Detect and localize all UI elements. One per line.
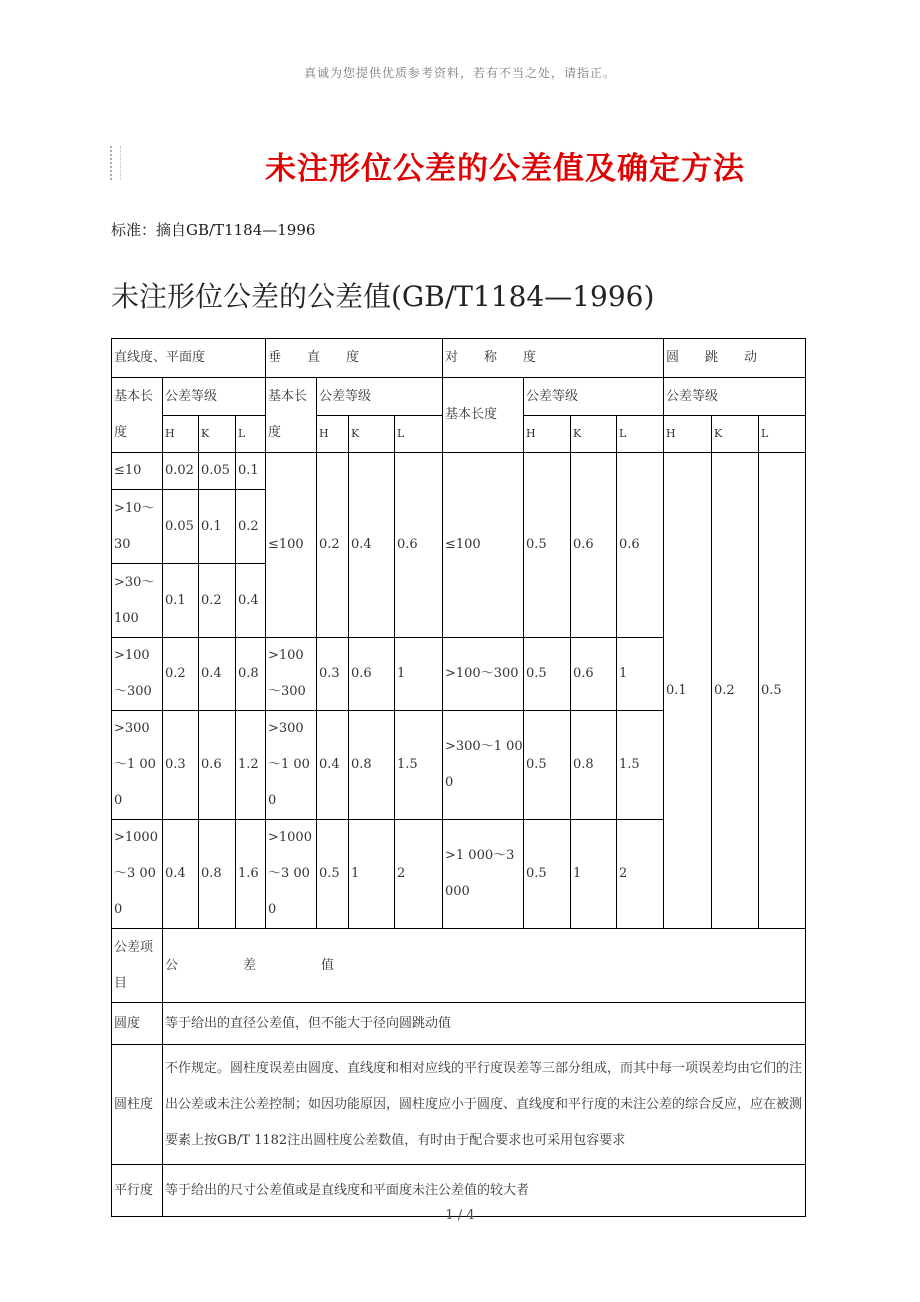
flat-range: >30～100 <box>112 564 163 638</box>
sym-range: >100～300 <box>443 638 524 711</box>
flat-k-value: 0.2 <box>199 564 236 638</box>
grade-header: 公差等级 <box>664 378 806 416</box>
grade-h: H <box>163 416 199 453</box>
grade-l: L <box>395 416 443 453</box>
sym-l-value: 1 <box>617 638 664 711</box>
item-name: 圆柱度 <box>112 1045 163 1165</box>
flat-range: ≤10 <box>112 453 163 490</box>
flat-h-value: 0.2 <box>163 638 199 711</box>
flat-h-value: 0.4 <box>163 820 199 929</box>
grade-l: L <box>759 416 806 453</box>
grade-k: K <box>349 416 395 453</box>
sym-k-value: 0.8 <box>571 711 617 820</box>
item-description: 等于给出的直径公差值，但不能大于径向圆跳动值 <box>163 1003 806 1045</box>
flat-h-value: 0.3 <box>163 711 199 820</box>
flat-range: >1000～3 000 <box>112 820 163 929</box>
perp-h-value: 0.5 <box>317 820 349 929</box>
group-header-perpendicularity: 垂 直 度 <box>266 339 443 378</box>
grade-h: H <box>664 416 712 453</box>
header-note: 真诚为您提供优质参考资料，若有不当之处，请指正。 <box>303 66 616 80</box>
perp-k-value: 0.4 <box>349 453 395 638</box>
perp-k-value: 0.8 <box>349 711 395 820</box>
item-name: 平行度 <box>112 1165 163 1217</box>
grade-l: L <box>236 416 266 453</box>
sym-k-value: 0.6 <box>571 638 617 711</box>
grade-k: K <box>199 416 236 453</box>
sym-range: >300～1 000 <box>443 711 524 820</box>
perp-h-value: 0.2 <box>317 453 349 638</box>
runout-l-value: 0.5 <box>759 453 806 929</box>
perp-k-value: 0.6 <box>349 638 395 711</box>
runout-k-value: 0.2 <box>712 453 759 929</box>
flat-k-value: 0.4 <box>199 638 236 711</box>
flat-l-value: 0.2 <box>236 490 266 564</box>
item-description: 等于给出的尺寸公差值或是直线度和平面度未注公差值的较大者 <box>163 1165 806 1217</box>
grade-h: H <box>317 416 349 453</box>
perp-range: ≤100 <box>266 453 317 638</box>
flat-h-value: 0.02 <box>163 453 199 490</box>
flat-k-value: 0.05 <box>199 453 236 490</box>
page-number: 1 / 4 <box>445 1208 475 1223</box>
perp-range: >100～300 <box>266 638 317 711</box>
flat-range: >100～300 <box>112 638 163 711</box>
tolerance-table <box>111 338 806 1217</box>
flat-l-value: 0.4 <box>236 564 266 638</box>
flat-range: >300～1 000 <box>112 711 163 820</box>
grade-header: 公差等级 <box>163 378 266 416</box>
value-header: 公 差 值 <box>163 929 806 1003</box>
item-name: 圆度 <box>112 1003 163 1045</box>
perp-h-value: 0.4 <box>317 711 349 820</box>
perp-h-value: 0.3 <box>317 638 349 711</box>
flat-k-value: 0.8 <box>199 820 236 929</box>
grade-k: K <box>571 416 617 453</box>
flat-h-value: 0.1 <box>163 564 199 638</box>
grade-header: 公差等级 <box>317 378 443 416</box>
runout-h-value: 0.1 <box>664 453 712 929</box>
table-title: 未注形位公差的公差值(GB/T1184—1996) <box>111 280 655 313</box>
grade-header: 公差等级 <box>524 378 664 416</box>
perp-l-value: 2 <box>395 820 443 929</box>
basic-length-header: 基本长度 <box>266 378 317 453</box>
perp-k-value: 1 <box>349 820 395 929</box>
perp-l-value: 1 <box>395 638 443 711</box>
document-title: 未注形位公差的公差值及确定方法 <box>265 151 745 187</box>
basic-length-header: 基本长度 <box>443 378 524 453</box>
sym-h-value: 0.5 <box>524 711 571 820</box>
flat-k-value: 0.6 <box>199 711 236 820</box>
sym-l-value: 2 <box>617 820 664 929</box>
group-header-symmetry: 对 称 度 <box>443 339 664 378</box>
sym-l-value: 0.6 <box>617 453 664 638</box>
group-header-runout: 圆 跳 动 <box>664 339 806 378</box>
standard-line: 标准：摘自GB/T1184—1996 <box>111 221 316 239</box>
grade-h: H <box>524 416 571 453</box>
flat-l-value: 1.6 <box>236 820 266 929</box>
perp-range: >300～1 000 <box>266 711 317 820</box>
sym-k-value: 0.6 <box>571 453 617 638</box>
flat-h-value: 0.05 <box>163 490 199 564</box>
perp-l-value: 1.5 <box>395 711 443 820</box>
perp-range: >1000～3 000 <box>266 820 317 929</box>
sym-h-value: 0.5 <box>524 638 571 711</box>
flat-l-value: 0.1 <box>236 453 266 490</box>
flat-l-value: 0.8 <box>236 638 266 711</box>
perp-l-value: 0.6 <box>395 453 443 638</box>
sym-k-value: 1 <box>571 820 617 929</box>
basic-length-header: 基本长度 <box>112 378 163 453</box>
flat-k-value: 0.1 <box>199 490 236 564</box>
sym-h-value: 0.5 <box>524 820 571 929</box>
grade-k: K <box>712 416 759 453</box>
flat-l-value: 1.2 <box>236 711 266 820</box>
item-header: 公差项目 <box>112 929 163 1003</box>
sym-h-value: 0.5 <box>524 453 571 638</box>
grade-l: L <box>617 416 664 453</box>
sym-l-value: 1.5 <box>617 711 664 820</box>
sym-range: >1 000～3 000 <box>443 820 524 929</box>
sym-range: ≤100 <box>443 453 524 638</box>
item-description: 不作规定。圆柱度误差由圆度、直线度和相对应线的平行度误差等三部分组成，而其中每一项误差均由它们的注出公差或未注公差控制；如因功能原因，圆柱度应小于圆度、直线度和平行度的未注公差的综合反应，应在被测要素上按GB/T 1182注出圆柱度公差数值，有时由于配合要求也可采用包容要求 <box>163 1045 806 1165</box>
group-header-flatness: 直线度、平面度 <box>112 339 266 378</box>
flat-range: >10～30 <box>112 490 163 564</box>
